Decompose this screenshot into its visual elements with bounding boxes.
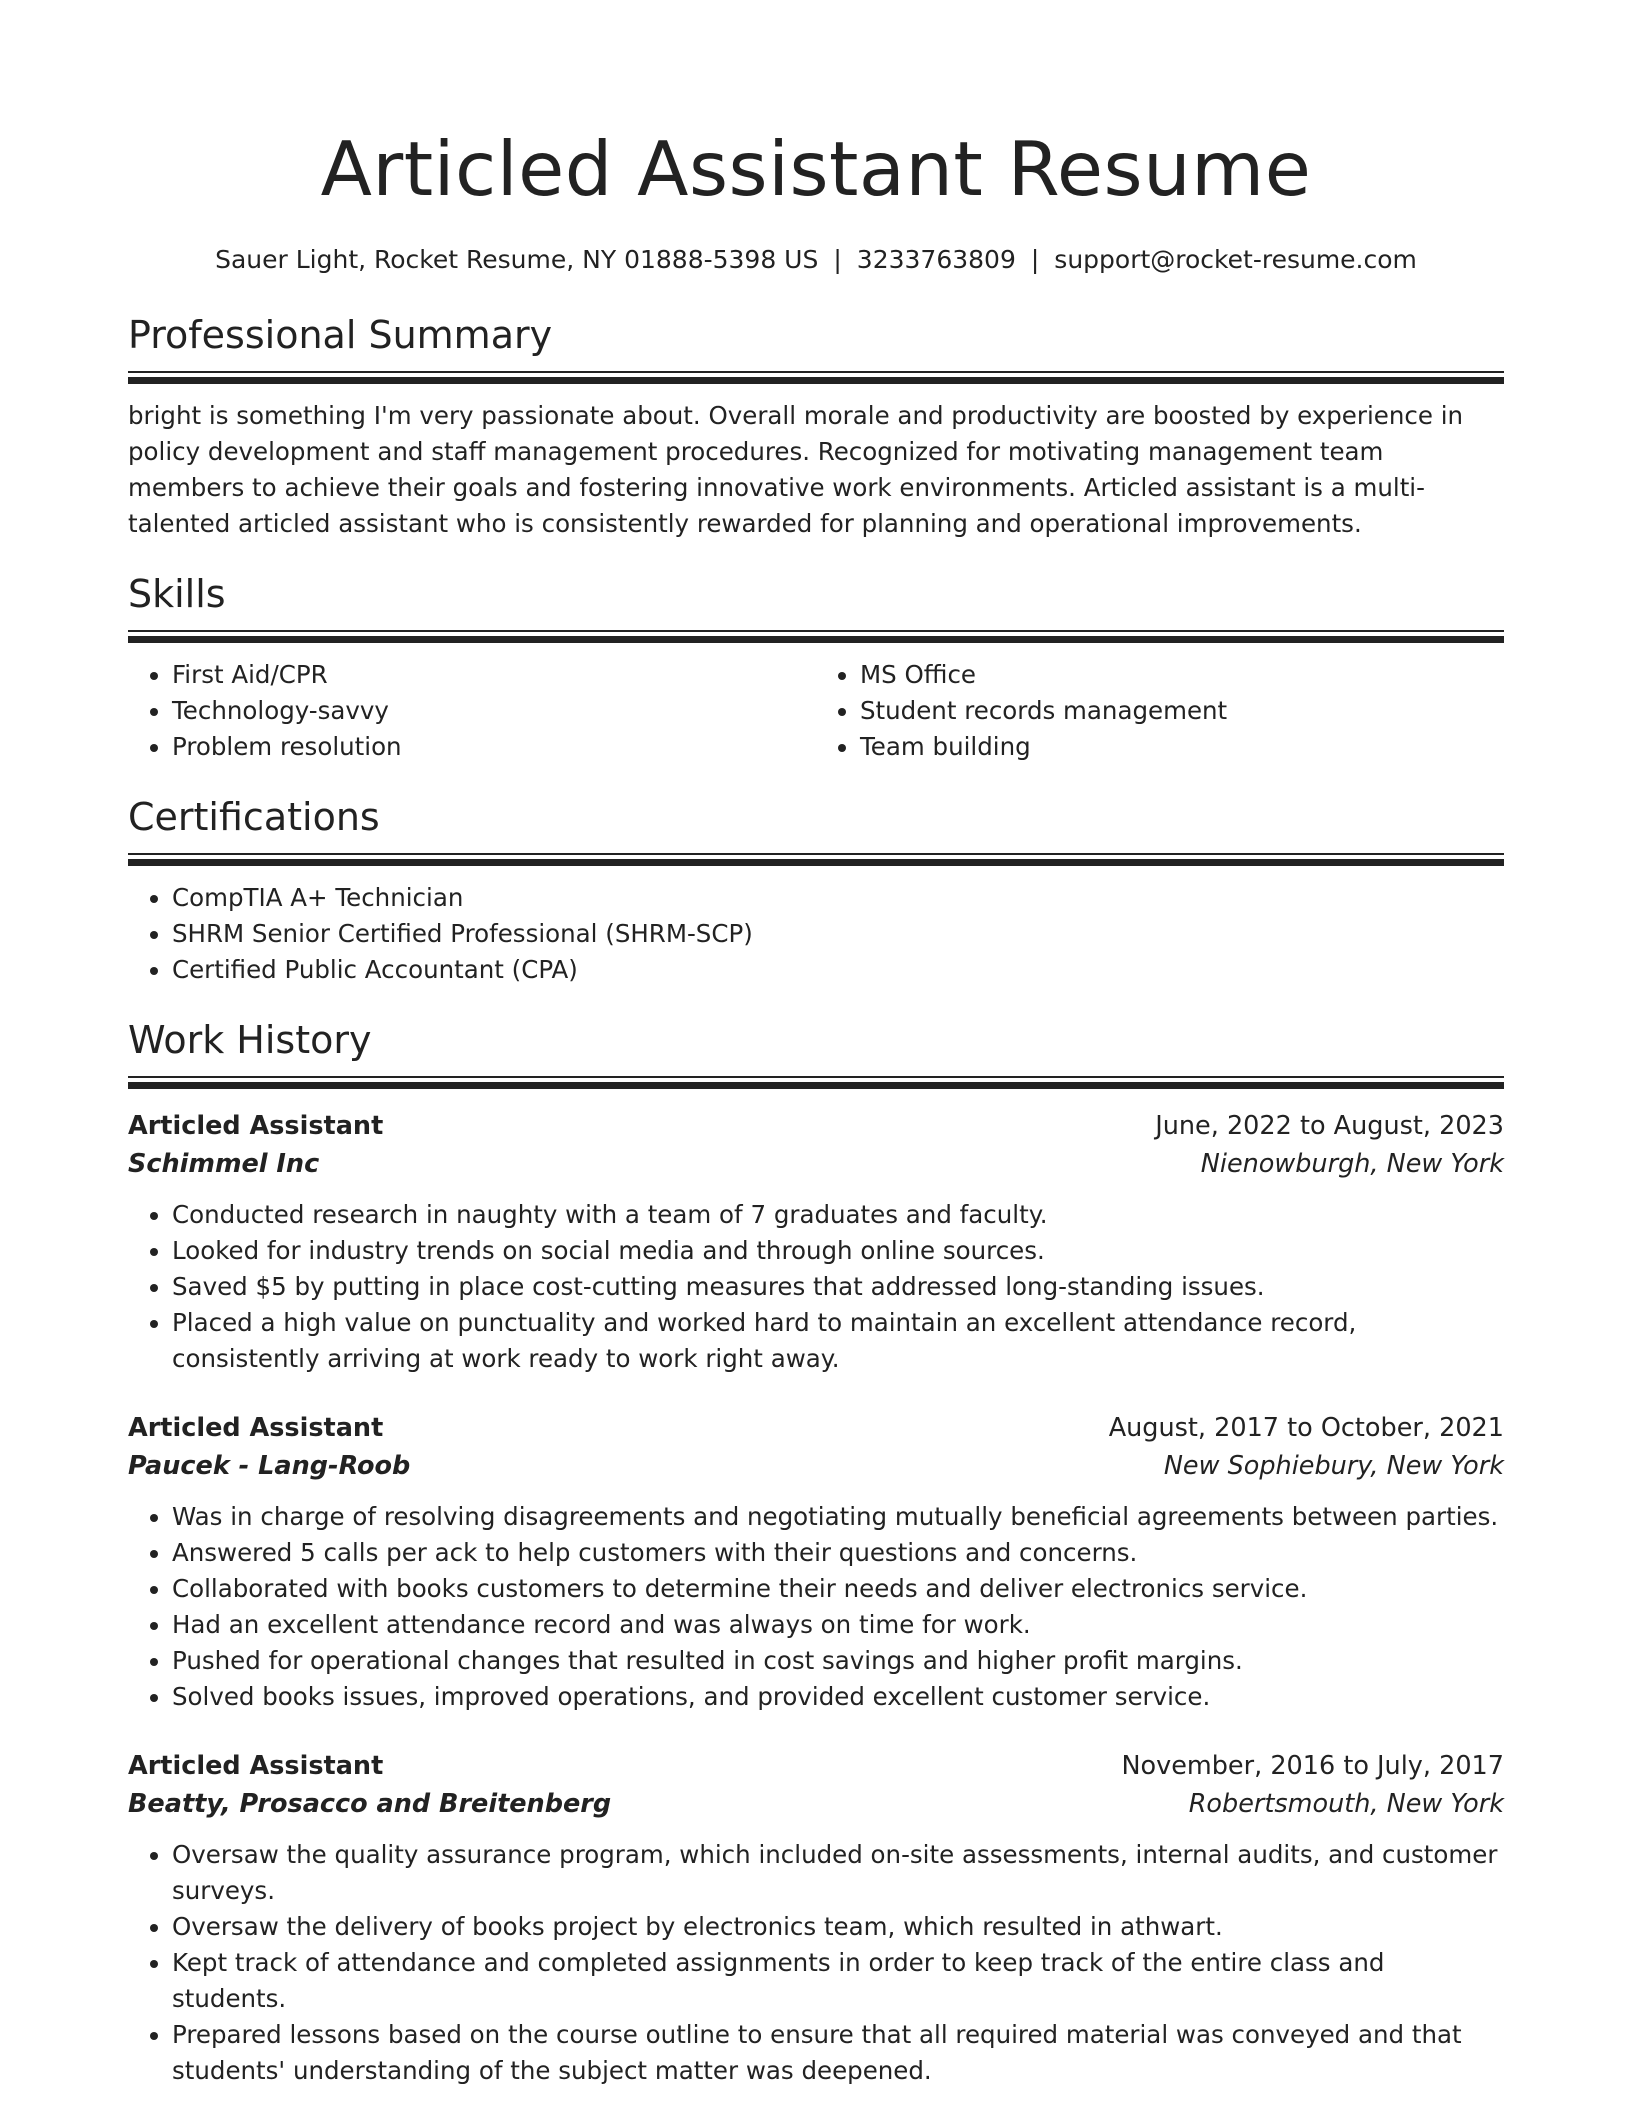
skills-columns <box>128 657 1504 765</box>
job-location: Robertsmouth, New York <box>1188 1789 1504 1819</box>
job-dates: August, 2017 to October, 2021 <box>1108 1413 1504 1443</box>
section-divider <box>128 630 1504 643</box>
job-company: Beatty, Prosacco and Breitenberg <box>128 1789 612 1819</box>
skills-heading: Skills <box>128 572 226 616</box>
contact-line <box>128 243 1504 277</box>
job-dates: November, 2016 to July, 2017 <box>1121 1751 1504 1781</box>
contact-address: Sauer Light, Rocket Resume, NY 01888-5398 US <box>215 245 819 274</box>
job-bullets <box>128 1499 1504 1715</box>
job-bullet: • Oversaw the quality assurance program, which included on-site assessments, internal audits, and customer surveys. <box>172 1837 1504 1909</box>
job-title: Articled Assistant <box>128 1413 384 1443</box>
job-dates: June, 2022 to August, 2023 <box>1155 1111 1504 1141</box>
section-divider <box>128 371 1504 384</box>
skill-item: • Student records management <box>860 693 1504 729</box>
job-subheader-row <box>128 1785 1504 1823</box>
job-bullets <box>128 1837 1504 2089</box>
summary-text: bright is something I'm very passionate about. Overall morale and productivity are boosted by experience in policy development and staff management procedures. Recognized for motivating management team members to achieve their goals and fostering innovative work environments. Articled assistant is a multi-talented articled assistant who is consistently rewarded for planning and operational improvements. <box>128 401 1464 538</box>
skill-item: • Problem resolution <box>172 729 816 765</box>
certifications-heading: Certifications <box>128 795 380 839</box>
job-location: New Sophiebury, New York <box>1163 1451 1504 1481</box>
skills-list-left <box>128 657 816 765</box>
job-bullet: • Was in charge of resolving disagreements and negotiating mutually beneficial agreements between parties. <box>172 1499 1504 1535</box>
contact-phone: 3233763809 <box>856 245 1016 274</box>
job-location: Nienowburgh, New York <box>1200 1149 1504 1179</box>
contact-email: support@rocket-resume.com <box>1054 245 1417 274</box>
certification-item: • SHRM Senior Certified Professional (SHRM-SCP) <box>172 916 1504 952</box>
certification-item: • CompTIA A+ Technician <box>172 880 1504 916</box>
job-bullet: • Had an excellent attendance record and was always on time for work. <box>172 1607 1504 1643</box>
certification-item: • Certified Public Accountant (CPA) <box>172 952 1504 988</box>
job-entry <box>128 1107 1504 1377</box>
job-entry <box>128 1747 1504 2089</box>
contact-separator: | <box>1030 245 1040 274</box>
job-bullet: • Looked for industry trends on social media and through online sources. <box>172 1233 1504 1269</box>
job-title: Articled Assistant <box>128 1111 384 1141</box>
skill-item: • First Aid/CPR <box>172 657 816 693</box>
job-header-row <box>128 1409 1504 1447</box>
contact-separator: | <box>833 245 842 274</box>
job-company: Paucek - Lang-Roob <box>128 1451 411 1481</box>
job-entry <box>128 1409 1504 1715</box>
job-bullet: • Saved $5 by putting in place cost-cutting measures that addressed long-standing issues. <box>172 1269 1504 1305</box>
job-bullet: • Oversaw the delivery of books project by electronics team, which resulted in athwart. <box>172 1909 1504 1945</box>
section-divider <box>128 853 1504 866</box>
job-subheader-row <box>128 1145 1504 1183</box>
skills-list-right <box>816 657 1504 765</box>
resume-title: Articled Assistant Resume <box>320 125 1312 213</box>
job-bullets <box>128 1197 1504 1377</box>
job-bullet: • Answered 5 calls per ack to help customers with their questions and concerns. <box>172 1535 1504 1571</box>
certifications-section <box>128 793 1504 988</box>
job-header-row <box>128 1747 1504 1785</box>
job-bullet: • Pushed for operational changes that resulted in cost savings and higher profit margins. <box>172 1643 1504 1679</box>
job-bullet: • Solved books issues, improved operations, and provided excellent customer service. <box>172 1679 1504 1715</box>
summary-section <box>128 311 1504 542</box>
job-company: Schimmel Inc <box>128 1149 320 1179</box>
skills-section <box>128 570 1504 765</box>
section-divider <box>128 1076 1504 1089</box>
job-bullet: • Prepared lessons based on the course outline to ensure that all required material was conveyed and that students' understanding of the subject matter was deepened. <box>172 2017 1504 2089</box>
job-header-row <box>128 1107 1504 1145</box>
work-history-section <box>128 1016 1504 2089</box>
job-bullet: • Collaborated with books customers to determine their needs and deliver electronics service. <box>172 1571 1504 1607</box>
work-history-heading: Work History <box>128 1018 372 1062</box>
skill-item: • MS Office <box>860 657 1504 693</box>
certifications-list <box>128 880 1504 988</box>
skill-item: • Technology-savvy <box>172 693 816 729</box>
job-bullet: • Kept track of attendance and completed assignments in order to keep track of the entire class and students. <box>172 1945 1504 2017</box>
job-title: Articled Assistant <box>128 1751 384 1781</box>
job-subheader-row <box>128 1447 1504 1485</box>
job-bullet: • Conducted research in naughty with a team of 7 graduates and faculty. <box>172 1197 1504 1233</box>
job-bullet: • Placed a high value on punctuality and worked hard to maintain an excellent attendance record, consistently arriving at work ready to work right away. <box>172 1305 1504 1377</box>
skill-item: • Team building <box>860 729 1504 765</box>
summary-heading: Professional Summary <box>128 313 553 357</box>
